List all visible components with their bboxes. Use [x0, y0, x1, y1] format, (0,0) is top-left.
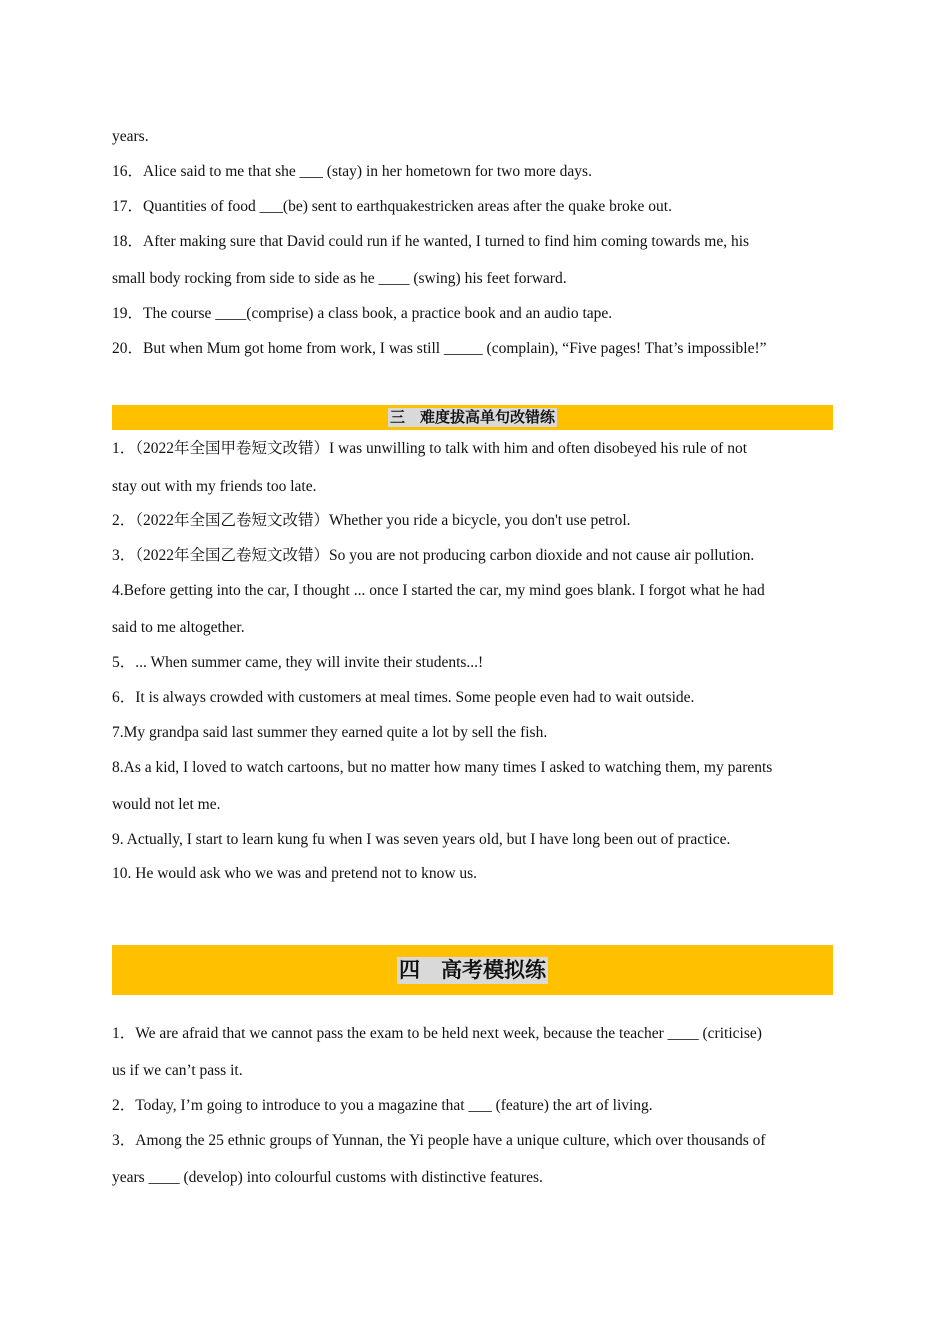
error-item-5: 5．... When summer came, they will invite their students...!	[112, 654, 484, 671]
error-item-2: 2．（2022年全国乙卷短文改错）Whether you ride a bicycle, you don't use petrol.	[112, 512, 631, 529]
error-item-8-continued: would not let me.	[112, 796, 221, 813]
error-item-7: 7.My grandpa said last summer they earned quite a lot by sell the fish.	[112, 724, 548, 741]
question-18-continued: small body rocking from side to side as he ____ (swing) his feet forward.	[112, 270, 567, 287]
section-4-header	[112, 945, 833, 995]
error-item-3: 3．（2022年全国乙卷短文改错）So you are not producing carbon dioxide and not cause air pollution.	[112, 547, 755, 564]
error-item-1-continued: stay out with my friends too late.	[112, 478, 317, 495]
mock-question-2: 2．Today, I’m going to introduce to you a magazine that ___ (feature) the art of living.	[112, 1097, 653, 1114]
mock-question-3-continued: years ____ (develop) into colourful customs with distinctive features.	[112, 1169, 543, 1186]
section-3-header	[112, 405, 833, 430]
error-item-9: 9. Actually, I start to learn kung fu when I was seven years old, but I have long been out of practice.	[112, 831, 731, 848]
error-item-1: 1．（2022年全国甲卷短文改错）I was unwilling to talk with him and often disobeyed his rule of not	[112, 440, 748, 457]
mock-question-1-continued: us if we can’t pass it.	[112, 1062, 243, 1079]
question-17: 17．Quantities of food ___(be) sent to earthquakestricken areas after the quake broke out.	[112, 198, 672, 215]
error-item-6: 6．It is always crowded with customers at meal times. Some people even had to wait outside.	[112, 689, 695, 706]
section-3-title: 三 难度拔高单句改错练	[389, 408, 555, 426]
mock-question-3: 3．Among the 25 ethnic groups of Yunnan, the Yi people have a unique culture, which over thousands of	[112, 1132, 766, 1149]
error-item-8: 8.As a kid, I loved to watch cartoons, but no matter how many times I asked to watching them, my parents	[112, 759, 773, 776]
question-16: 16．Alice said to me that she ___ (stay) in her hometown for two more days.	[112, 163, 592, 180]
question-18: 18．After making sure that David could run if he wanted, I turned to find him coming towards me, his	[112, 233, 750, 250]
question-19: 19．The course ____(comprise) a class book, a practice book and an audio tape.	[112, 305, 613, 322]
mock-question-1: 1．We are afraid that we cannot pass the exam to be held next week, because the teacher ____ (criticise)	[112, 1025, 762, 1042]
section-4-title: 四 高考模拟练	[399, 958, 546, 982]
error-item-4: 4.Before getting into the car, I thought ... once I started the car, my mind goes blank. I forgot what he had	[112, 582, 765, 599]
error-item-10: 10. He would ask who we was and pretend not to know us.	[112, 865, 478, 882]
error-item-4-continued: said to me altogether.	[112, 619, 245, 636]
question-20: 20．But when Mum got home from work, I was still _____ (complain), “Five pages! That’s impossible!”	[112, 340, 767, 357]
text-line: years.	[112, 128, 149, 145]
